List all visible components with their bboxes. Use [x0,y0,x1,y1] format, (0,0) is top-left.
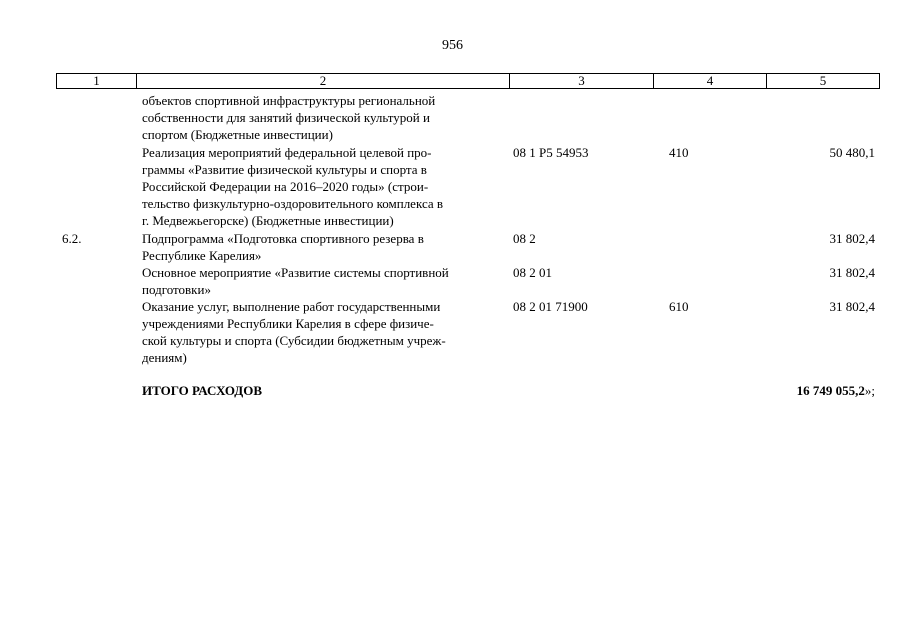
row-sum: 50 480,1 [829,145,875,160]
row-sum: 31 802,4 [829,231,875,246]
row-number: 6.2. [62,231,82,246]
row-name-line: спортом (Бюджетные инвестиции) [142,127,333,142]
row-name-line: ской культуры и спорта (Субсидии бюджетным учреж- [142,333,446,348]
row-name-line: г. Медвежьегорске) (Бюджетные инвестиции) [142,213,394,228]
row-name-line: Российской Федерации на 2016–2020 годы» (строи- [142,179,429,194]
row-name-line: Реализация мероприятий федеральной целевой про- [142,145,432,160]
row-name-line: подготовки» [142,282,211,297]
header-col-1: 1 [57,74,137,88]
row-name [142,92,502,143]
table-header [56,73,880,89]
row-name-line: граммы «Развитие физической культуры и спорта в [142,162,427,177]
row-name-line: тельство физкультурно-оздоровительного комплекса в [142,196,444,211]
page-number: 956 [442,38,463,53]
total-label: ИТОГО РАСХОДОВ [142,383,263,398]
row-name-line: Республике Карелия» [142,248,262,263]
row-name-line: собственности для занятий физической культурой и [142,110,430,125]
row-name [142,144,502,229]
row-name [142,264,502,298]
row-code: 08 2 [513,231,536,246]
row-sum: 31 802,4 [829,265,875,280]
row-name-line: Подпрограмма «Подготовка спортивного резерва в [142,231,424,246]
row-name [142,298,502,366]
row-type: 610 [669,299,689,314]
row-name-line: дениям) [142,350,187,365]
row-code: 08 2 01 71900 [513,299,588,314]
row-name-line: Оказание услуг, выполнение работ государственными [142,299,441,314]
row-name-line: объектов спортивной инфраструктуры региональной [142,93,436,108]
total-suffix: »; [864,383,875,398]
header-col-2: 2 [137,74,510,88]
header-col-4: 4 [654,74,767,88]
row-code: 08 2 01 [513,265,552,280]
row-sum: 31 802,4 [829,299,875,314]
row-name-line: учреждениями Республики Карелия в сфере физиче- [142,316,434,331]
header-col-3: 3 [510,74,654,88]
row-name [142,230,502,264]
total-sum-cell [715,382,875,399]
header-col-5: 5 [819,73,827,88]
row-name-line: Основное мероприятие «Развитие системы спортивной [142,265,449,280]
row-code: 08 1 P5 54953 [513,145,589,160]
total-sum: 16 749 055,2 [796,383,865,398]
row-type: 410 [669,145,689,160]
